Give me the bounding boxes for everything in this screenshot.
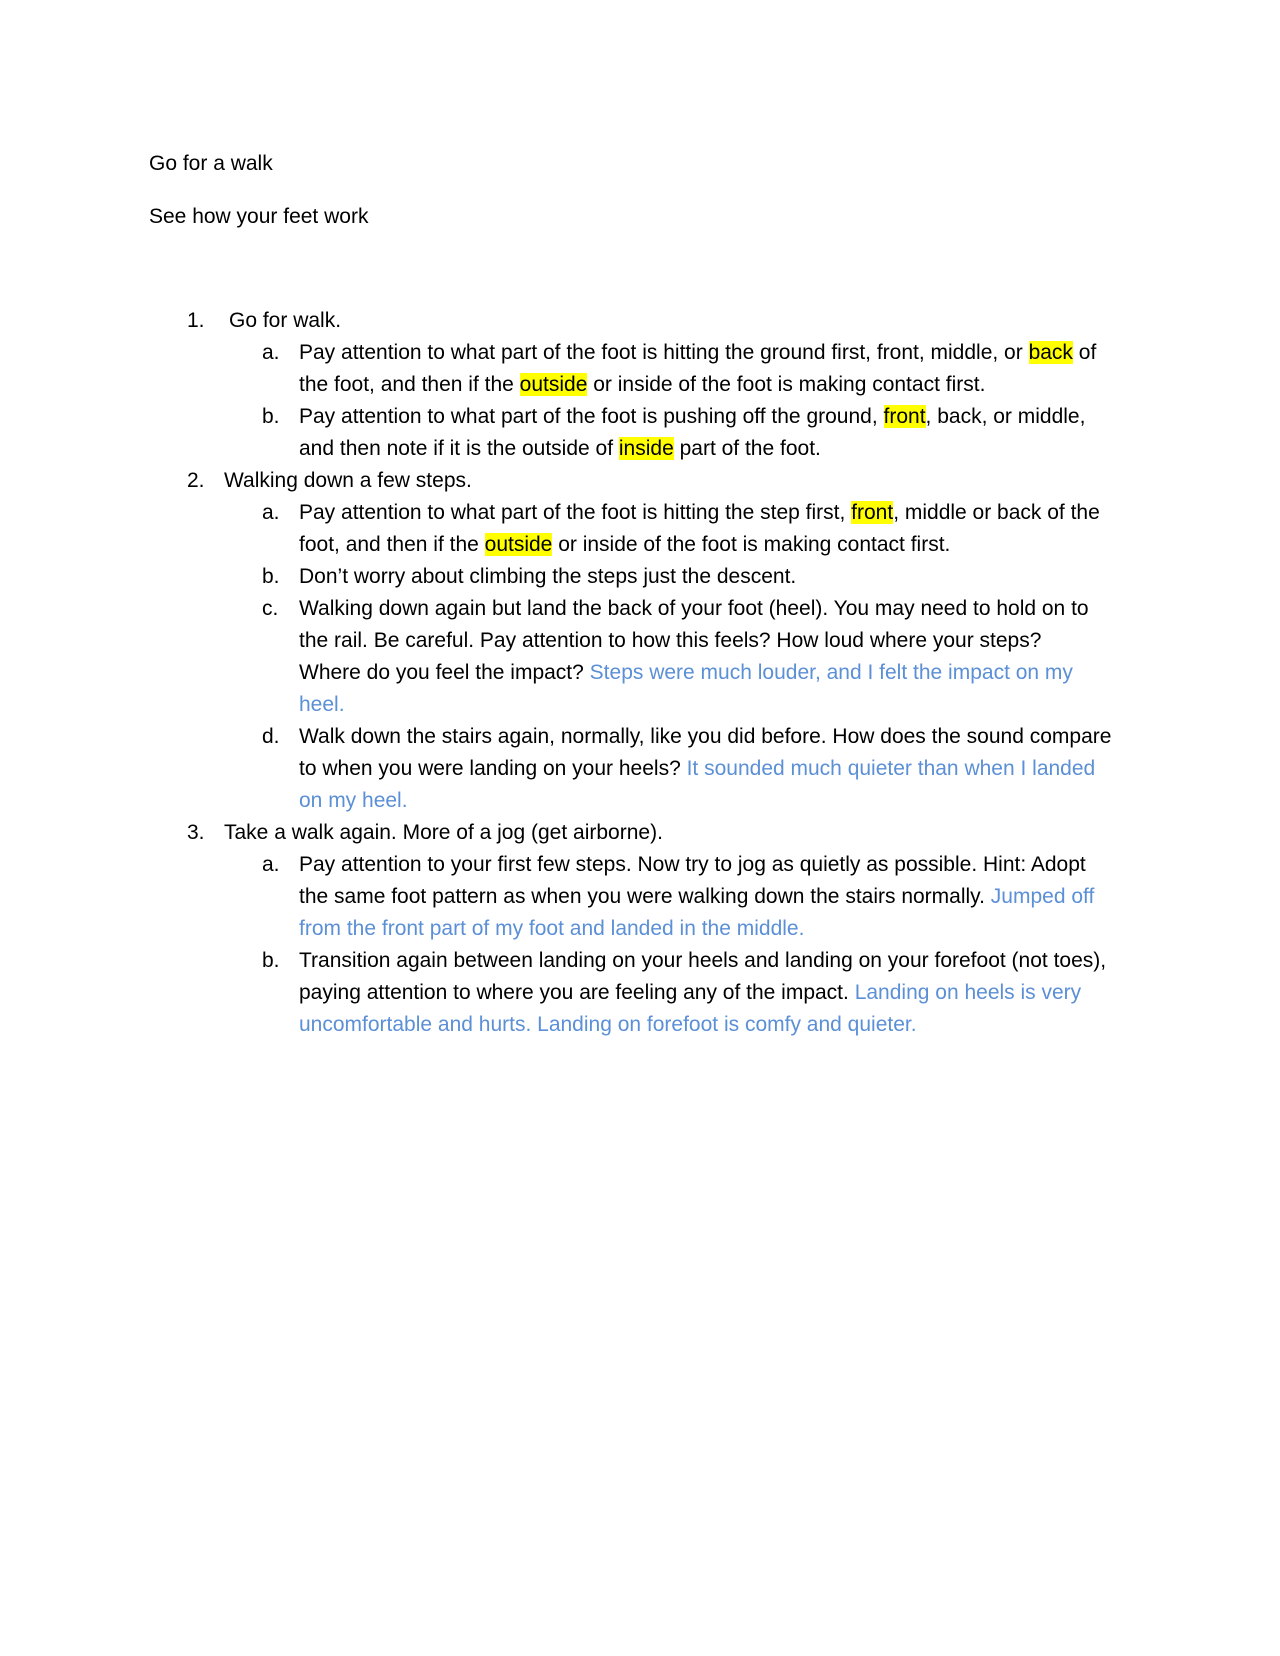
- sub-item-text: Walking down again but land the back of your foot (heel). You may need to hold on to: [299, 597, 1089, 620]
- highlighted-word: front: [851, 501, 894, 524]
- numbered-list: [0, 305, 1280, 1041]
- list-item-text: Go for walk.: [229, 309, 342, 332]
- list-item-2: [0, 465, 1280, 497]
- sub-item-3a-cont: [0, 881, 1280, 913]
- sub-item-text: to when you were landing on your heels? It sounded much quieter than when I landed: [299, 757, 1096, 780]
- answer-text: from the front part of my foot and landed in the middle.: [299, 917, 805, 940]
- sub-item-letter: c.: [262, 597, 279, 620]
- list-number: 1.: [187, 309, 205, 332]
- sub-item-letter: b.: [262, 565, 280, 588]
- sub-item-1a: [0, 337, 1280, 369]
- sub-item-text: the foot, and then if the outside or inside of the foot is making contact first.: [299, 373, 986, 396]
- sub-item-text: foot, and then if the outside or inside of the foot is making contact first.: [299, 533, 951, 556]
- list-item-text: Walking down a few steps.: [224, 469, 472, 492]
- list-item-1: [0, 305, 1280, 337]
- sub-item-text: the rail. Be careful. Pay attention to how this feels? How loud where your steps?: [299, 629, 1042, 652]
- sub-item-1a-cont: [0, 369, 1280, 401]
- sub-item-2b: [0, 561, 1280, 593]
- list-number: 3.: [187, 821, 205, 844]
- sub-item-2c-cont: [0, 625, 1280, 657]
- highlighted-word: back: [1028, 341, 1073, 364]
- sub-item-letter: d.: [262, 725, 280, 748]
- highlighted-word: inside: [618, 437, 674, 460]
- highlighted-word: outside: [519, 373, 588, 396]
- sub-item-1b-cont: [0, 433, 1280, 465]
- sub-item-2a-cont: [0, 529, 1280, 561]
- sub-item-2d-cont: [0, 753, 1280, 785]
- answer-text: on my heel.: [299, 789, 408, 812]
- sub-item-3b-cont: [0, 1009, 1280, 1041]
- list-item-text: Take a walk again. More of a jog (get airborne).: [224, 821, 663, 844]
- document-title: Go for a walk: [149, 152, 273, 175]
- sub-item-letter: b.: [262, 949, 280, 972]
- sub-item-2c-cont: [0, 657, 1280, 689]
- sub-item-letter: a.: [262, 853, 280, 876]
- sub-item-text: paying attention to where you are feeling any of the impact. Landing on heels is very: [299, 981, 1082, 1004]
- sub-item-3b: [0, 945, 1280, 977]
- sub-item-text: the same foot pattern as when you were walking down the stairs normally. Jumped off: [299, 885, 1095, 908]
- sub-item-3a: [0, 849, 1280, 881]
- document-subtitle: See how your feet work: [149, 205, 369, 228]
- answer-text: Steps were much louder, and I felt the impact on my: [589, 661, 1073, 684]
- sub-item-3a-cont: [0, 913, 1280, 945]
- sub-item-text: and then note if it is the outside of inside part of the foot.: [299, 437, 821, 460]
- sub-item-text: Don’t worry about climbing the steps just the descent.: [299, 565, 797, 588]
- highlighted-word: outside: [484, 533, 553, 556]
- sub-item-2d-cont: [0, 785, 1280, 817]
- sub-item-letter: b.: [262, 405, 280, 428]
- sub-item-text: Pay attention to your first few steps. Now try to jog as quietly as possible. Hint: Adopt: [299, 853, 1086, 876]
- sub-item-2c-cont: [0, 689, 1280, 721]
- sub-item-text: Where do you feel the impact? Steps were much louder, and I felt the impact on my: [299, 661, 1073, 684]
- sub-item-1b: [0, 401, 1280, 433]
- sub-item-2d: [0, 721, 1280, 753]
- sub-item-text: Pay attention to what part of the foot is hitting the step first, front, middle or back of the: [299, 501, 1100, 524]
- sub-item-letter: a.: [262, 501, 280, 524]
- sub-item-3b-cont: [0, 977, 1280, 1009]
- sub-item-2a: [0, 497, 1280, 529]
- sub-item-2c: [0, 593, 1280, 625]
- sub-item-text: Transition again between landing on your heels and landing on your forefoot (not toes),: [299, 949, 1107, 972]
- answer-text: Landing on heels is very: [854, 981, 1082, 1004]
- sub-item-text: Walk down the stairs again, normally, like you did before. How does the sound compare: [299, 725, 1112, 748]
- sub-item-letter: a.: [262, 341, 280, 364]
- sub-item-text: Pay attention to what part of the foot is hitting the ground first, front, middle, or back of: [299, 341, 1097, 364]
- highlighted-word: front: [883, 405, 926, 428]
- answer-text: It sounded much quieter than when I landed: [686, 757, 1096, 780]
- answer-text: uncomfortable and hurts. Landing on forefoot is comfy and quieter.: [299, 1013, 917, 1036]
- list-number: 2.: [187, 469, 205, 492]
- sub-item-text: Pay attention to what part of the foot is pushing off the ground, front, back, or middle,: [299, 405, 1086, 428]
- list-item-3: [0, 817, 1280, 849]
- answer-text: heel.: [299, 693, 345, 716]
- answer-text: Jumped off: [990, 885, 1095, 908]
